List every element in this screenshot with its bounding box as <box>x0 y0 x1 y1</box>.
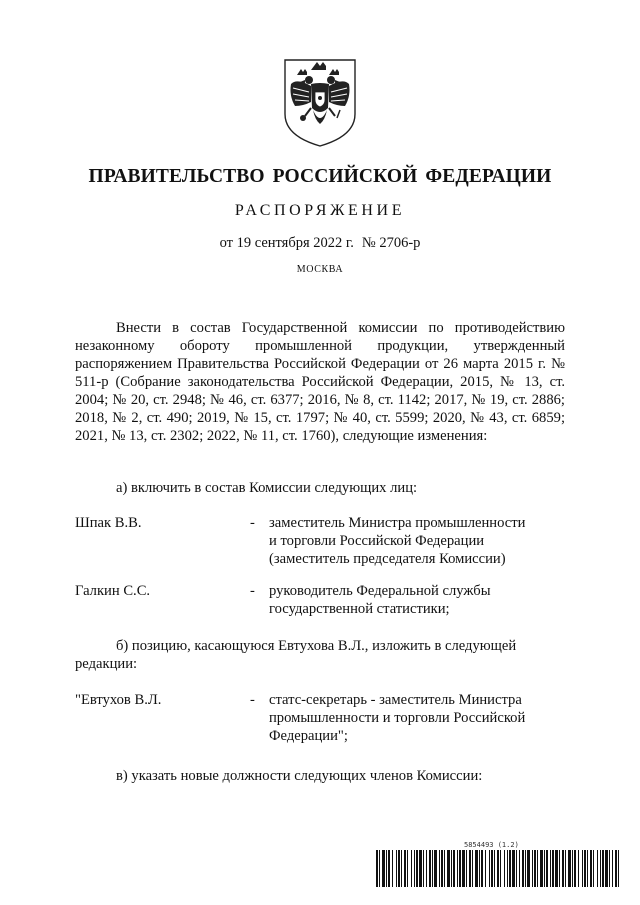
member-name: Галкин С.С. <box>75 583 151 599</box>
member-dash: - <box>250 692 255 708</box>
item-b-paragraph: б) позицию, касающуюся Евтухова В.Л., изложить в следующей редакции: <box>75 638 517 672</box>
city-label: МОСКВА <box>296 264 344 275</box>
item-a-paragraph: а) включить в состав Комиссии следующих лиц: <box>116 480 418 496</box>
document-date: от 19 сентября 2022 г. <box>219 235 354 251</box>
government-title: ПРАВИТЕЛЬСТВО РОССИЙСКОЙ ФЕДЕРАЦИИ <box>88 166 552 187</box>
barcode-number: 5854493 (1.2) <box>464 841 519 849</box>
member-position: заместитель Министра промышленности и торговли Российской Федерации (заместитель председателя Комиссии) <box>269 515 526 567</box>
member-name: "Евтухов В.Л. <box>75 692 162 708</box>
member-dash: - <box>250 515 255 531</box>
member-position: статс-секретарь - заместитель Министра промышленности и торговли Российской Федерации"; <box>269 692 526 744</box>
document-number: 2706-р <box>379 235 421 251</box>
date-number-line <box>0 235 640 252</box>
russian-coat-of-arms-icon <box>281 56 359 150</box>
item-c-paragraph: в) указать новые должности следующих членов Комиссии: <box>116 768 483 784</box>
member-name: Шпак В.В. <box>75 515 142 531</box>
number-sign: № <box>361 235 376 251</box>
intro-paragraph: Внести в состав Государственной комиссии по противодействию незаконному обороту промышленной продукции, утвержденный распоряжением Правительства Российской Федерации от 26 марта 2015 г. № 511-р (Собрание законодательства Российской Федерации, 2015, № 13, ст. 2004; № 20, ст. 2948; № 46, ст. 6377; 2016, № 8, ст. 1142; 2017, № 19, ст. 2886; 2018, № 2, ст. 490; 2019, № 15, ст. 1797; № 40, ст. 5599; 2020, № 43, ст. 6859; 2021, № 13, ст. 2302; 2022, № 11, ст. 1760), следующие изменения: <box>75 320 565 444</box>
barcode-block <box>376 841 620 887</box>
member-position: руководитель Федеральной службы государственной статистики; <box>269 583 491 617</box>
document-type: РАСПОРЯЖЕНИЕ <box>234 202 406 219</box>
barcode-icon <box>376 850 620 887</box>
member-dash: - <box>250 583 255 599</box>
